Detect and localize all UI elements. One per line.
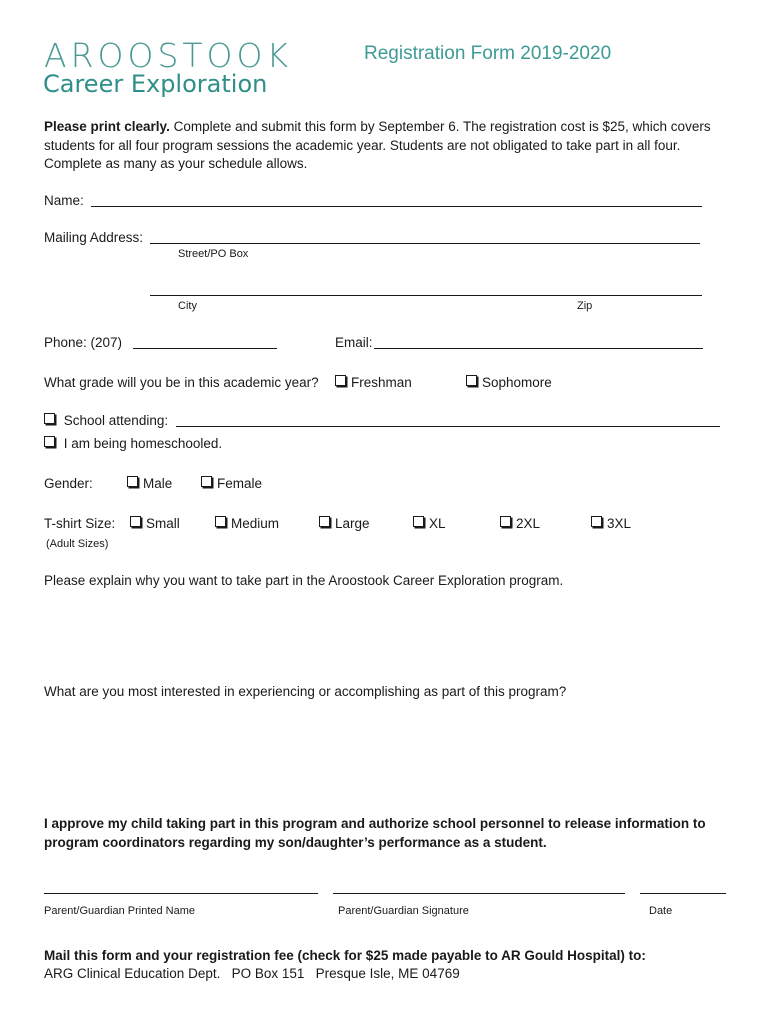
tshirt-option-xl[interactable]	[413, 516, 446, 531]
checkbox-icon[interactable]	[44, 436, 55, 447]
email-label: Email:	[335, 335, 373, 350]
school-attending-option[interactable]	[44, 413, 168, 428]
gender-option-label: Female	[217, 476, 263, 491]
printed-name-caption: Parent/Guardian Printed Name	[44, 905, 196, 917]
question-interests: What are you most interested in experiencing or accomplishing as part of this program?	[44, 684, 567, 699]
checkbox-icon[interactable]	[500, 516, 511, 527]
tshirt-option-2xl[interactable]	[500, 516, 540, 531]
homeschool-option[interactable]	[44, 436, 222, 451]
answer-area-why[interactable]	[44, 684, 724, 794]
logo-career-exploration: Career Exploration	[43, 70, 268, 98]
tshirt-option-small[interactable]	[130, 516, 180, 531]
checkbox-icon[interactable]	[319, 516, 330, 527]
mail-address: ARG Clinical Education Dept. PO Box 151 Presque Isle, ME 04769	[44, 966, 460, 981]
intro-bold-lead: Please print clearly.	[44, 119, 170, 134]
name-field[interactable]	[91, 206, 702, 207]
school-label: School attending:	[63, 413, 169, 428]
tshirt-option-label: Medium	[231, 516, 280, 531]
intro-paragraph	[44, 118, 724, 174]
gender-label: Gender:	[44, 476, 93, 491]
checkbox-icon[interactable]	[130, 516, 141, 527]
tshirt-option-label: 2XL	[516, 516, 541, 531]
checkbox-icon[interactable]	[201, 476, 212, 487]
logo-aroostook: AROOSTOOK	[44, 36, 293, 75]
name-label: Name:	[44, 193, 84, 208]
grade-question: What grade will you be in this academic year?	[44, 375, 319, 390]
zip-caption: Zip	[577, 300, 593, 312]
checkbox-icon[interactable]	[413, 516, 424, 527]
approval-statement: I approve my child taking part in this program and authorize school personnel to release information to program coordinators regarding my son/daughter’s performance as a student.	[44, 816, 706, 850]
tshirt-option-label: Small	[146, 516, 180, 531]
school-field[interactable]	[176, 426, 720, 427]
tshirt-note: (Adult Sizes)	[46, 538, 109, 550]
checkbox-icon[interactable]	[591, 516, 602, 527]
mail-instruction: Mail this form and your registration fee (check for $25 made payable to AR Gould Hospital) to:	[44, 948, 646, 963]
checkbox-icon[interactable]	[44, 413, 55, 424]
grade-option-sophomore[interactable]	[466, 375, 552, 390]
tshirt-option-label: 3XL	[607, 516, 632, 531]
checkbox-icon[interactable]	[466, 375, 477, 386]
email-field[interactable]	[374, 348, 703, 349]
phone-field[interactable]	[133, 348, 277, 349]
city-zip-field[interactable]	[150, 295, 702, 296]
tshirt-label: T-shirt Size:	[44, 516, 116, 531]
gender-option-male[interactable]	[127, 476, 172, 491]
grade-option-label: Sophomore	[482, 375, 552, 390]
tshirt-option-medium[interactable]	[215, 516, 279, 531]
tshirt-option-large[interactable]	[319, 516, 370, 531]
checkbox-icon[interactable]	[127, 476, 138, 487]
gender-option-label: Male	[143, 476, 173, 491]
tshirt-option-label: XL	[429, 516, 446, 531]
gender-option-female[interactable]	[201, 476, 262, 491]
checkbox-icon[interactable]	[215, 516, 226, 527]
tshirt-option-3xl[interactable]	[591, 516, 631, 531]
date-field[interactable]	[640, 893, 726, 894]
signature-field[interactable]	[333, 893, 625, 894]
street-field[interactable]	[150, 243, 700, 244]
grade-option-freshman[interactable]	[335, 375, 412, 390]
checkbox-icon[interactable]	[335, 375, 346, 386]
printed-name-field[interactable]	[44, 893, 318, 894]
homeschool-label: I am being homeschooled.	[63, 436, 223, 451]
city-caption: City	[178, 300, 197, 312]
mailing-address-label: Mailing Address:	[44, 230, 144, 245]
intro-text: Complete and submit this form by September 6. The registration cost is $25, which covers students for all four program sessions the academic year. Students are not obligated to take part in all four. Complete as many as your schedule allows.	[44, 119, 711, 171]
phone-label: Phone: (207)	[44, 335, 123, 350]
street-caption: Street/PO Box	[178, 248, 249, 260]
date-caption: Date	[649, 905, 673, 917]
grade-option-label: Freshman	[351, 375, 412, 390]
form-title: Registration Form 2019-2020	[364, 43, 612, 64]
question-why-participate: Please explain why you want to take part in the Aroostook Career Exploration program.	[44, 573, 564, 588]
signature-caption: Parent/Guardian Signature	[338, 905, 469, 917]
tshirt-option-label: Large	[335, 516, 370, 531]
